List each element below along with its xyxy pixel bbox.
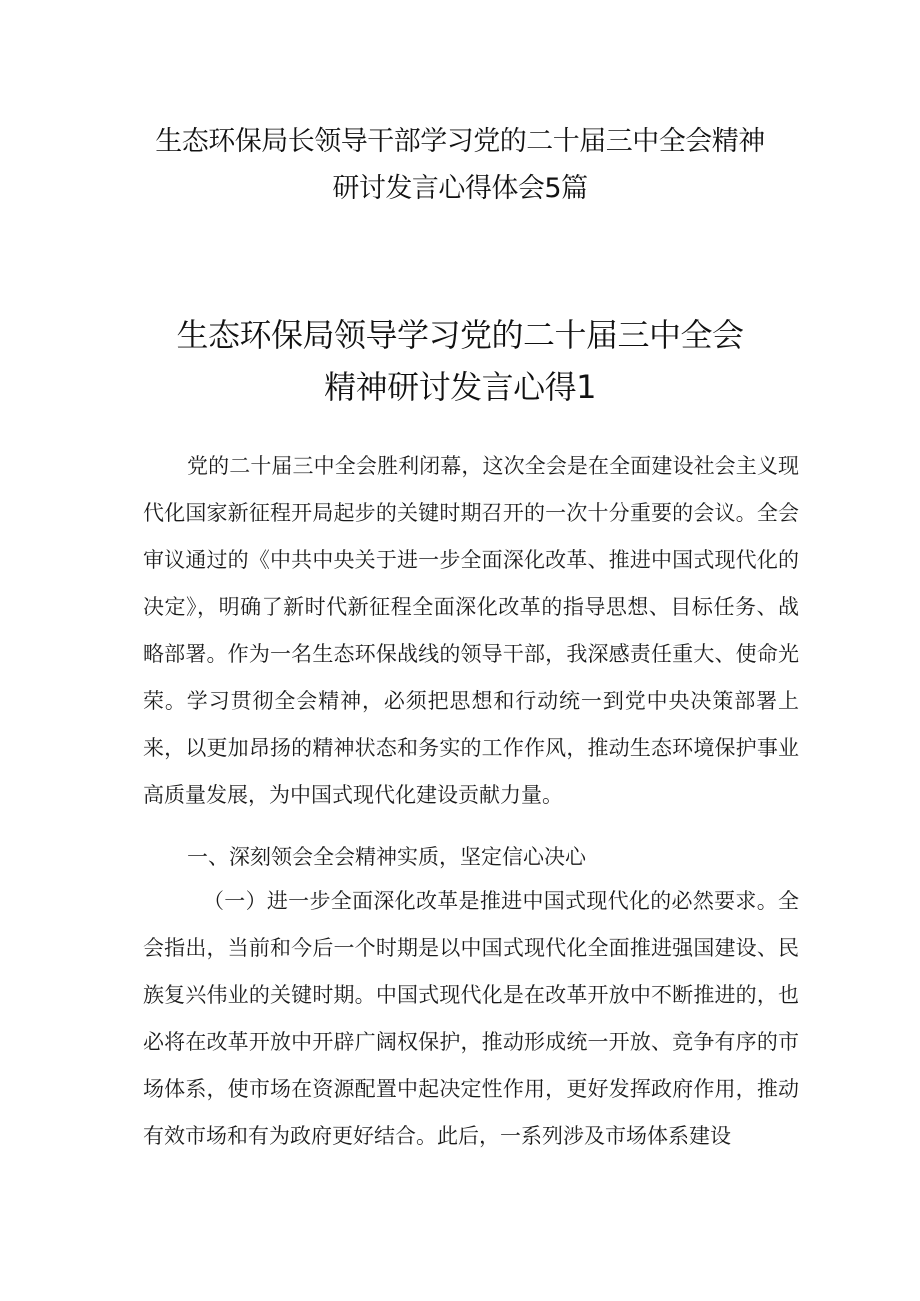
body-paragraph-1: 党的二十届三中全会胜利闭幕，这次全会是在全面建设社会主义现代化国家新征程开局起步的关键时期召开的一次十分重要的会议。全会审议通过的《中共中央关于进一步全面深化改革、推进中国式现代化的决定》，明确了新时代新征程全面深化改革的指导思想、目标任务、战略部署。作为一名生态环保战线的领导干部，我深感责任重大、使命光荣。学习贯彻全会精神，必须把思想和行动统一到党中央决策部署上来，以更加昂扬的精神状态和务实的工作作风，推动生态环境保护事业高质量发展，为中国式现代化建设贡献力量。 [143, 454, 799, 807]
body-paragraph-2: （一）进一步全面深化改革是推进中国式现代化的必然要求。全会指出，当前和今后一个时期是以中国式现代化全面推进强国建设、民族复兴伟业的关键时期。中国式现代化是在改革开放中不断推进的，也必将在改革开放中开辟广阔权保护，推动形成统一开放、竞争有序的市场体系，使市场在资源配置中起决定性作用，更好发挥政府作用，推动有效市场和有为政府更好结合。此后，一系列涉及市场体系建设 [143, 889, 799, 1148]
section-heading-1: 一、深刻领会全会精神实质，坚定信心决心 [187, 845, 586, 869]
document-title-line1: 生态环保局长领导干部学习党的二十届三中全会精神 [155, 126, 765, 157]
document-title-line2: 研讨发言心得体会5篇 [332, 173, 588, 204]
section-title-line2: 精神研讨发言心得1 [324, 368, 596, 406]
section-title-line1: 生态环保局领导学习党的二十届三中全会 [176, 316, 744, 354]
